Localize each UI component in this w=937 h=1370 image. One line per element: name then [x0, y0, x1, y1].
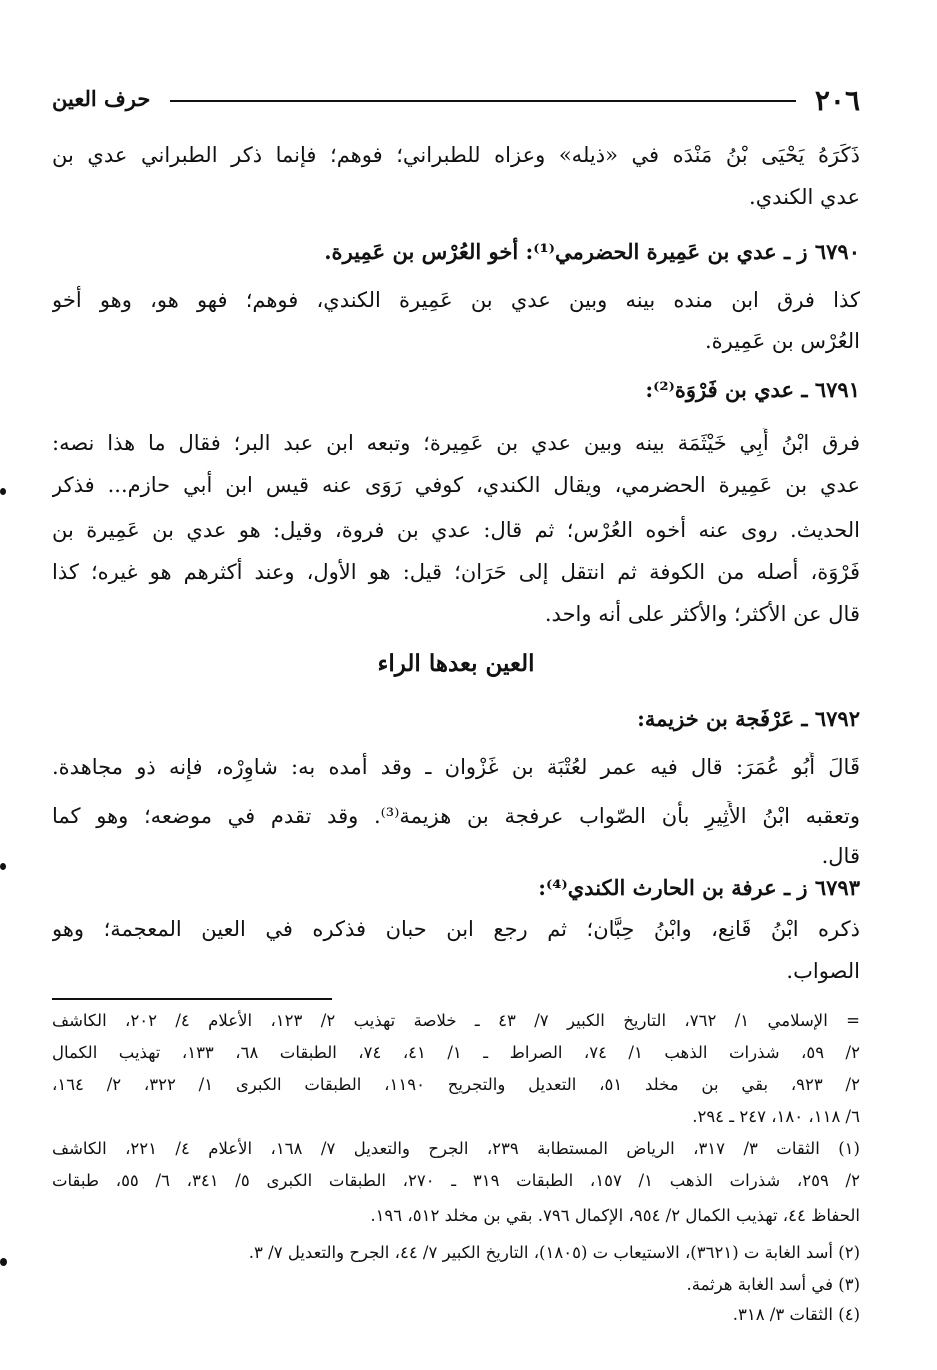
body-line: قَالَ أَبُو عُمَرَ: قال فيه عمر لعُتْبَة بن غَزْوان ـ وقد أمده به: شاوِرْه، فإنه ذو مجاهدة.: [52, 755, 860, 779]
footnote-line: ٦/ ١١٨، ١٨٠، ٢٤٧ ـ ٢٩٤.: [692, 1107, 860, 1126]
chapter-title: حرف العين: [52, 86, 151, 111]
scan-margin-mark: [0, 1258, 7, 1266]
footnote-line: الحفاظ ٤٤، تهذيب الكمال ٢/ ٩٥٤، الإكمال ٧٩٦. بقي بن مخلد ٥١٢، ١٩٦.: [370, 1206, 860, 1225]
body-line: قال عن الأكثر؛ والأكثر على أنه واحد.: [544, 602, 860, 626]
body-line: فرق ابْنُ أَبِي خَيْثَمَة بينه وبين عدي بن عَمِيرة؛ وتبعه ابن عبد البر؛ فقال ما هذا نصه:: [52, 431, 860, 455]
entry-6790-title: ٦٧٩٠ ز ـ عدي بن عَمِيرة الحضرمي⁽¹⁾: أخو العُرْس بن عَمِيرة.: [324, 239, 860, 264]
body-line: الحديث. روى عنه أخوه العُرْس؛ ثم قال: عدي بن فروة، وقيل: هو عدي بن عَمِيرة بن: [52, 518, 860, 542]
body-line: كذا فرق ابن منده بينه وبين عدي بن عَمِيرة الكندي، فوهم؛ فهو هو، وهو أخو: [52, 288, 860, 312]
entry-6791-title: ٦٧٩١ ـ عدي بن فَرْوَة⁽²⁾:: [645, 377, 860, 402]
footnote-line: ٢/ ٥٩، شذرات الذهب ١/ ٧٤، الصراط ـ ١/ ٤١، ٧٤، الطبقات ٦٨، ١٣٣، تهذيب الكمال: [52, 1043, 860, 1062]
body-line: وتعقبه ابْنُ الأَثِيرِ بأن الصّواب عرفجة بن هزيمة⁽³⁾. وقد تقدم في موضعه؛ وهو كما: [52, 804, 860, 828]
footnote-line: (١) الثقات ٣/ ٣١٧، الرياض المستطابة ٢٣٩، الجرح والتعديل ٧/ ١٦٨، الأعلام ٤/ ٢٢١، الكاشف: [52, 1139, 860, 1158]
body-line: ذَكَرَهُ يَحْيَى بْنُ مَنْدَه في «ذيله» وعزاه للطبراني؛ فوهم؛ فإنما ذكر الطبراني عدي بن: [52, 143, 860, 167]
footnote-line: ٢/ ٢٥٩، شذرات الذهب ١/ ١٥٧، الطبقات ٣١٩ ـ ٢٧٠، الطبقات الكبرى ٥/ ٣٤١، ٦/ ٥٥، طبقات: [52, 1171, 860, 1190]
body-line: قال.: [821, 844, 860, 868]
section-heading: العين بعدها الراء: [377, 650, 535, 677]
scan-margin-mark: [0, 863, 6, 870]
entry-6792-title: ٦٧٩٢ ـ عَرْفَجة بن خزيمة:: [637, 706, 860, 731]
entry-6793-title: ٦٧٩٣ ز ـ عرفة بن الحارث الكندي⁽⁴⁾:: [538, 875, 860, 900]
page-header: [52, 84, 860, 117]
page-number: ٢٠٦: [814, 84, 860, 117]
footnote-line: (٤) الثقات ٣/ ٣١٨.: [732, 1305, 860, 1324]
body-line: الصواب.: [786, 959, 860, 983]
scan-margin-mark: [0, 488, 6, 495]
footnote-line: (٢) أسد الغابة ت (٣٦٢١)، الاستيعاب ت (١٨٠٥)، التاريخ الكبير ٧/ ٤٤، الجرح والتعديل ٧/ ٣.: [248, 1243, 860, 1262]
header-rule: [170, 100, 796, 102]
body-line: العُرْس بن عَمِيرة.: [704, 329, 860, 353]
footnote-separator: [52, 998, 332, 1000]
body-line: عدي بن عَمِيرة الحضرمي، ويقال الكندي، كوفي رَوَى عنه قيس ابن أبي حازم... فذكر: [52, 473, 860, 497]
body-line: فَرْوَة، أصله من الكوفة ثم انتقل إلى حَرَان؛ قيل: هو الأول، وعند أكثرهم هو غيره؛ كذا: [52, 560, 860, 584]
footnote-line: ٢/ ٩٢٣، بقي بن مخلد ٥١، التعديل والتجريح ١١٩٠، الطبقات الكبرى ١/ ٣٢٢، ٢/ ١٦٤،: [52, 1075, 860, 1094]
body-line: عدي الكندي.: [749, 185, 860, 209]
footnote-line: (٣) في أسد الغابة هرثمة.: [686, 1275, 860, 1294]
body-line: ذكره ابْنُ قَانِع، وابْنُ حِبَّان؛ ثم رجع ابن حبان فذكره في العين المعجمة؛ وهو: [52, 917, 860, 941]
footnote-line: = الإسلامي ١/ ٧٦٢، التاريخ الكبير ٧/ ٤٣ ـ خلاصة تهذيب ٢/ ١٢٣، الأعلام ٤/ ٢٠٢، الكاشف: [52, 1011, 860, 1030]
